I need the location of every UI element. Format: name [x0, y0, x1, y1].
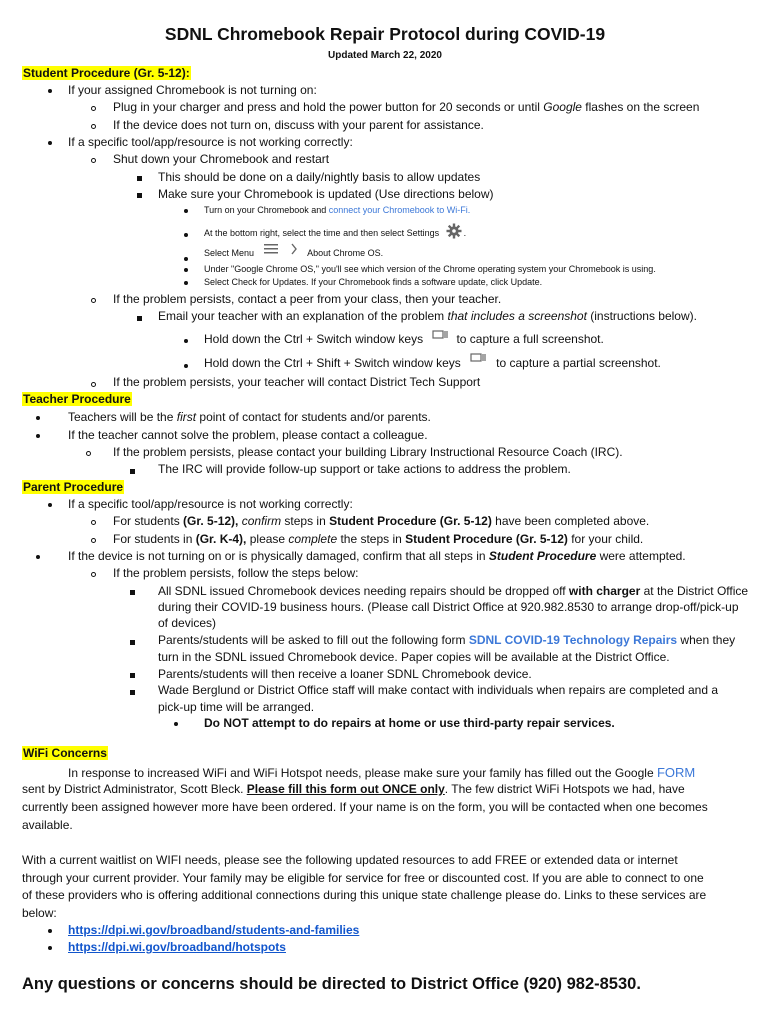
bullet	[184, 268, 188, 272]
student-step-check-updated: Make sure your Chromebook is updated (Use directions below)	[158, 187, 494, 201]
wifi-paragraph-line-3: currently been assigned however more have been ordered. If your name is on the form, you will be contacted when one becomes	[22, 800, 708, 814]
bullet	[137, 176, 142, 181]
teacher-item-first-contact: Teachers will be the first point of contact for students and/or parents.	[68, 410, 431, 424]
teacher-step-irc-support: The IRC will provide follow-up support or take actions to address the problem.	[158, 462, 571, 476]
bullet	[36, 434, 40, 438]
update-step-connect-wifi: Turn on your Chromebook and connect your Chromebook to Wi-Fi.	[204, 205, 471, 215]
repair-step-drop-off-cont: during their COVID-19 business hours. (Please call District Office at 920.982.8530 to arrange drop-off/pick-up	[158, 600, 739, 614]
bullet	[130, 469, 135, 474]
repair-step-drop-off: All SDNL issued Chromebook devices needing repairs should be dropped off with charger at the District Office	[158, 584, 749, 598]
bullet	[91, 520, 96, 525]
student-step-daily-updates: This should be done on a daily/nightly basis to allow updates	[158, 170, 481, 184]
bullet	[91, 572, 96, 577]
menu-icon	[263, 242, 279, 256]
repair-warning-no-diy: Do NOT attempt to do repairs at home or use third-party repair services.	[204, 716, 615, 730]
bullet	[48, 929, 52, 933]
students-and-families-link[interactable]: https://dpi.wi.gov/broadband/students-and-families	[68, 923, 360, 937]
bullet	[130, 640, 135, 645]
student-step-contact-peer: If the problem persists, contact a peer from your class, then your teacher.	[113, 292, 502, 306]
bullet	[137, 316, 142, 321]
technology-repairs-form-link[interactable]: SDNL COVID-19 Technology Repairs	[468, 633, 678, 647]
repair-step-drop-off-end: of devices)	[158, 616, 217, 630]
bullet	[91, 124, 96, 129]
bullet	[91, 158, 96, 163]
wifi-resources-line-1: With a current waitlist on WIFI needs, please see the following updated resources to add FREE or extended data or internet	[22, 853, 678, 867]
bullet	[36, 416, 40, 420]
wifi-paragraph-line-4: available.	[22, 818, 73, 832]
student-step-discuss-parent: If the device does not turn on, discuss with your parent for assistance.	[113, 118, 484, 132]
bullet	[36, 555, 40, 559]
wifi-paragraph-line-1: In response to increased WiFi and WiFi Hotspot needs, please make sure your family has filled out the Google FORM	[68, 765, 696, 780]
bullet	[91, 538, 96, 543]
repair-step-fill-form-cont: turn in the SDNL issued Chromebook device. Paper copies will be available at the District Office.	[158, 650, 670, 664]
update-step-menu: Select Menu About Chrome OS.	[204, 246, 383, 261]
wifi-paragraph-line-2: sent by District Administrator, Scott Bleck. Please fill this form out ONCE only. The few district WiFi Hotspots we had, have	[22, 782, 685, 796]
bullet	[86, 451, 91, 456]
teacher-step-contact-irc: If the problem persists, please contact your building Library Instructional Resource Coach (IRC).	[113, 445, 623, 459]
update-step-check-updates: Select Check for Updates. If your Chromebook finds a software update, click Update.	[204, 277, 543, 287]
bullet	[48, 89, 52, 93]
switch-window-key-icon	[470, 352, 486, 364]
parent-item-tool-not-working: If a specific tool/app/resource is not working correctly:	[68, 497, 353, 511]
gear-icon	[446, 223, 462, 239]
student-step-tech-support: If the problem persists, your teacher will contact District Tech Support	[113, 375, 481, 389]
bullet	[130, 690, 135, 695]
parent-step-follow-steps: If the problem persists, follow the steps below:	[113, 566, 359, 580]
wifi-concerns-heading: WiFi Concerns	[23, 746, 107, 760]
parent-item-device-damaged: If the device is not turning on or is physically damaged, confirm that all steps in Student Procedure were attempted.	[68, 549, 686, 563]
student-procedure-heading: Student Procedure (Gr. 5-12):	[23, 66, 190, 80]
repair-step-contact-cont: pick-up time will be arranged.	[158, 700, 315, 714]
switch-window-key-icon	[432, 329, 448, 341]
page-title: SDNL Chromebook Repair Protocol during COVID-19	[164, 24, 606, 44]
contact-footer: Any questions or concerns should be directed to District Office (920) 982-8530.	[22, 975, 641, 993]
updated-date: Updated March 22, 2020	[328, 50, 442, 61]
wifi-resources-line-3: of these providers who is offering additional connections during this unique state challenge please do. Links to these services are	[22, 888, 707, 902]
bullet	[130, 590, 135, 595]
update-step-settings: At the bottom right, select the time and then select Settings .	[204, 226, 466, 241]
bullet	[184, 257, 188, 261]
bullet	[184, 364, 188, 368]
chevron-right-icon	[289, 242, 299, 256]
student-item-tool-not-working: If a specific tool/app/resource is not working correctly:	[68, 135, 353, 149]
repair-step-contact: Wade Berglund or District Office staff will make contact with individuals when repairs are completed and a	[158, 683, 719, 697]
wifi-resources-line-2: through your current provider. Your family may be eligible for service for free or discounted cost. If you are able to connect to one	[22, 871, 704, 885]
bullet	[130, 673, 135, 678]
screenshot-partial: Hold down the Ctrl + Shift + Switch window keys to capture a partial screenshot.	[204, 356, 661, 371]
connect-wifi-link[interactable]: connect your Chromebook to Wi-Fi.	[328, 205, 471, 215]
screenshot-full: Hold down the Ctrl + Switch window keys to capture a full screenshot.	[204, 332, 604, 347]
student-step-plug-charger: Plug in your charger and press and hold the power button for 20 seconds or until Google flashes on the screen	[113, 100, 700, 114]
student-step-restart: Shut down your Chromebook and restart	[113, 152, 330, 166]
bullet	[48, 946, 52, 950]
bullet	[91, 106, 96, 111]
google-form-link[interactable]: FORM	[656, 765, 696, 780]
wifi-resources-line-4: below:	[22, 906, 57, 920]
bullet	[91, 382, 96, 387]
bullet	[48, 503, 52, 507]
teacher-procedure-heading: Teacher Procedure	[23, 392, 131, 406]
student-step-email-teacher: Email your teacher with an explanation of the problem that includes a screenshot (instructions below).	[158, 309, 697, 323]
bullet	[174, 722, 178, 726]
parent-step-students-k-4: For students in (Gr. K-4), please complete the steps in Student Procedure (Gr. 5-12) for your child.	[113, 532, 644, 546]
bullet	[184, 233, 188, 237]
bullet	[184, 281, 188, 285]
bullet	[184, 209, 188, 213]
bullet	[137, 193, 142, 198]
parent-step-students-5-12: For students (Gr. 5-12), confirm steps in Student Procedure (Gr. 5-12) have been completed above.	[113, 514, 650, 528]
repair-step-loaner: Parents/students will then receive a loaner SDNL Chromebook device.	[158, 667, 532, 681]
student-item-not-turning-on: If your assigned Chromebook is not turning on:	[68, 83, 317, 97]
bullet	[91, 298, 96, 303]
update-step-chrome-version: Under "Google Chrome OS," you'll see which version of the Chrome operating system your Chromebook is using.	[204, 264, 656, 274]
parent-procedure-heading: Parent Procedure	[23, 480, 124, 494]
teacher-item-colleague: If the teacher cannot solve the problem, please contact a colleague.	[68, 428, 428, 442]
repair-step-fill-form: Parents/students will be asked to fill out the following form SDNL COVID-19 Technology Repairs when they	[158, 633, 736, 647]
bullet	[48, 141, 52, 145]
bullet	[184, 339, 188, 343]
hotspots-link[interactable]: https://dpi.wi.gov/broadband/hotspots	[68, 940, 286, 954]
